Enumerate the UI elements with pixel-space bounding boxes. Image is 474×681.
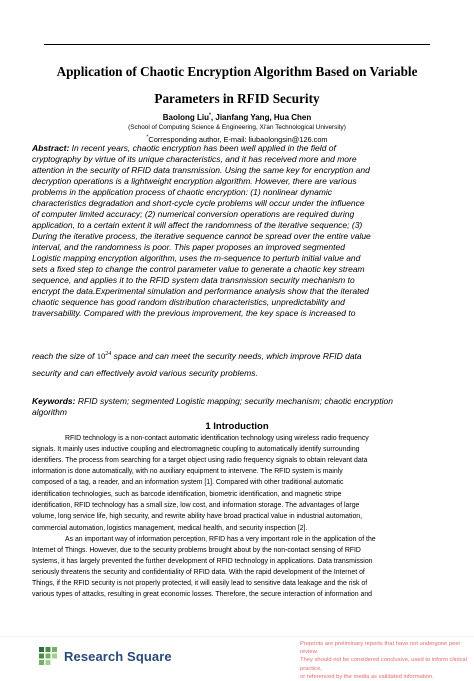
research-square-logo[interactable]: [38, 646, 172, 666]
author-first: Baolong Liu: [162, 113, 209, 122]
keywords-label: Keywords:: [32, 396, 76, 406]
paragraph-line: seriously threatens the security and confidentiality of RFID data. With the rapid development of the Internet of: [32, 569, 365, 576]
keywords-text: RFID system; segmented Logistic mapping; security mechanism; chaotic encryption: [75, 396, 393, 406]
abstract-line: problems in the application process of chaotic encryption: (1) nonlinear dynamic: [32, 187, 333, 197]
paragraph-line: various types of attacks, resulting in great economic losses. Therefore, the secure interaction of information and: [32, 591, 372, 598]
research-square-logo-icon: [38, 646, 58, 666]
author-rest: , Jianfang Yang, Hua Chen: [210, 113, 312, 122]
abstract-line: attention in the security of RFID data transmission. Using the same key for encryption and: [32, 165, 370, 175]
abstract-text: In recent years, chaotic encryption has been well applied in the field of: [69, 143, 336, 153]
abstract-line: of computer limited accuracy; (2) numerical conversion operations are required during: [32, 209, 355, 219]
abstract-label: Abstract:: [32, 143, 70, 153]
abstract-line: cryptography by virtue of its unique characteristics, and it has received more and more: [32, 154, 357, 164]
paragraph-line: Things, if the RFID security is not properly protected, it will easily lead to sensitive data leakage and the risk of: [32, 580, 368, 587]
paragraph-line: identification, RFID technology has a small size, low cost, and information storage. The advantages of large: [32, 502, 360, 509]
paragraph-line: composed of a tag, a reader, and an information system [1]. Compared with other traditional automatic: [32, 479, 344, 486]
disclaimer-line: or referenced by the media as validated information.: [300, 673, 434, 680]
abstract-line: application, to a certain extent it will affect the randomness of the iterative sequence; (3): [32, 220, 363, 230]
disclaimer-line: Preprints are preliminary reports that have not undergone peer review.: [300, 641, 461, 656]
paper-title-line-1: Application of Chaotic Encryption Algorithm Based on Variable: [56, 64, 418, 79]
abstract-line: characteristics degradation and short-cycle cycle problems will occur under the influence: [32, 198, 365, 208]
abstract-line: chaotic sequence has good random distribution characteristics, unpredictability and: [32, 297, 345, 307]
corresponding-text[interactable]: Corresponding author, E-mail: liubaolongsin@126.com: [148, 135, 328, 144]
paragraph-line: identification technologies, such as barcode identification, biometric identification, and magnetic stripe: [32, 491, 342, 498]
abstract-line: interval, and the randomness is poor. This paper proposes an improved segmented: [32, 242, 345, 252]
paragraph-line: As an important way of information perception, RFID has a very important role in the application of the: [65, 536, 376, 543]
keywords: [32, 396, 442, 407]
paragraph-line: Internet of Things. However, due to the security problems brought about by the non-contact sensing of RFID: [32, 547, 361, 554]
paragraph-line: systems, it has largely prevented the further development of RFID technology in applications. Data transmission: [32, 558, 373, 565]
key-space-math: $10^{24}$: [96, 350, 112, 361]
abstract-line: traversability. Compared with the previous improvement, the key space is increased to: [32, 308, 356, 318]
disclaimer-line: They should not be considered conclusive, used to inform clinical practice,: [300, 657, 467, 672]
abstract-line: sequence, and applies it to the RFID system data transmission security mechanism to: [32, 275, 355, 285]
affiliation: (School of Computing Science & Engineering, Xi'an Technological University): [128, 124, 346, 131]
paragraph-line: volume, long service life, high security, and rewrite ability have broad practical value in industrial automation,: [32, 513, 363, 520]
abstract-line: sets a fixed step to change the control parameter value to generate a chaotic key stream: [32, 264, 365, 274]
abstract-reach-after: space and can meet the security needs, which improve RFID data: [111, 350, 362, 361]
footer-divider: [0, 636, 474, 637]
corresponding-marker-2: *: [146, 134, 149, 141]
keywords-line-2: algorithm: [32, 407, 67, 417]
abstract-line: During the iterative process, the iterative sequence cannot be spread over the entire value: [32, 231, 371, 241]
abstract-line: encrypt the data.Experimental simulation and performance analysis show that the iterated: [32, 286, 369, 296]
preprint-disclaimer: [300, 640, 470, 681]
paragraph-line: commercial automation, logistics management, medical health, and security inspection [2].: [32, 525, 308, 532]
paragraph-line: identifiers. The process from searching for a target object using radio frequency signals to obtain relevant data: [32, 457, 368, 464]
abstract-line: Logistic mapping encryption algorithm, uses the m-sequence to perturb initial value and: [32, 253, 361, 263]
abstract-line: [32, 143, 442, 154]
logo-text: Research Square: [64, 648, 172, 664]
paragraph-line: RFID technology is a non-contact automatic identification technology using wireless radio frequency: [65, 435, 369, 442]
author-list: [0, 113, 474, 122]
paragraph-line: information is done automatically, with no auxiliary equipment to intervene. The RFID system is mainly: [32, 468, 343, 475]
header-rule: [44, 44, 430, 45]
paper-title-line-2: Parameters in RFID Security: [154, 91, 320, 106]
abstract-line: decryption operations is a lightweight encryption algorithm. However, there are various: [32, 176, 357, 186]
section-heading: 1 Introduction: [205, 421, 269, 432]
paragraph-line: signals. It mainly uses inductive coupling and electromagnetic coupling to automatically identify surrounding: [32, 446, 360, 453]
abstract-line: security and can effectively avoid various security problems.: [32, 368, 258, 378]
abstract-line-keyspace: [32, 349, 442, 362]
abstract-reach-before: reach the size of: [32, 350, 97, 361]
corresponding-marker: *: [208, 112, 211, 119]
